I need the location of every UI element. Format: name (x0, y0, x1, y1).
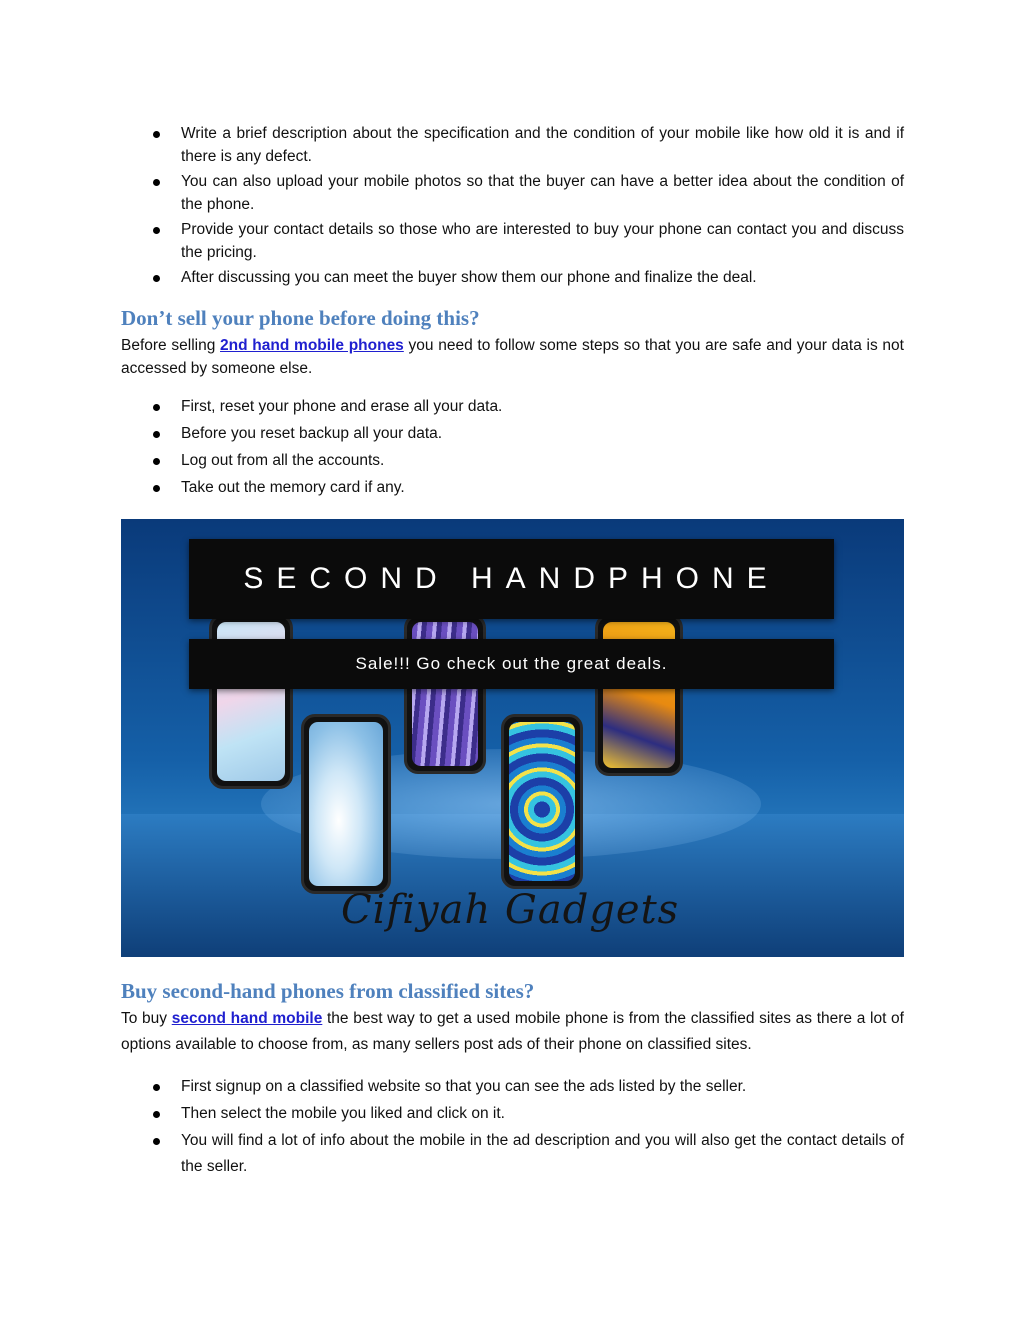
list-item: Take out the memory card if any. (121, 477, 904, 500)
classified-bullet-list (121, 1074, 904, 1181)
intro-bullet-list (121, 123, 904, 290)
bullet-icon (153, 458, 160, 465)
bullet-icon (153, 431, 160, 438)
bullet-icon (153, 1138, 160, 1145)
section-heading: Don’t sell your phone before doing this? (121, 306, 480, 330)
list-item: Before you reset backup all your data. (121, 423, 904, 446)
list-item: After discussing you can meet the buyer show them our phone and finalize the deal. (121, 267, 904, 290)
list-item: Provide your contact details so those who are interested to buy your phone can contact you and discuss the pricing. (121, 219, 904, 264)
bullet-icon (153, 485, 160, 492)
bullet-icon (153, 1084, 160, 1091)
second-hand-mobile-link[interactable]: second hand mobile (171, 1010, 323, 1027)
bullet-icon (153, 1111, 160, 1118)
bullet-icon (153, 275, 160, 282)
promo-image (121, 519, 904, 957)
promo-subtitle-banner: Sale!!! Go check out the great deals. (189, 639, 834, 689)
steps-bullet-list (121, 396, 904, 504)
phone-image (301, 714, 391, 894)
list-item: First signup on a classified website so that you can see the ads listed by the seller. (121, 1074, 904, 1100)
mobile-phones-link[interactable]: 2nd hand mobile phones (220, 337, 404, 354)
phone-image (404, 614, 486, 774)
brand-logo: Cifiyah Gadgets (341, 887, 680, 933)
list-item: You will find a lot of info about the mobile in the ad description and you will also get the contact details of the seller. (121, 1128, 904, 1180)
section-paragraph: To buy second hand mobile the best way to get a used mobile phone is from the classified sites as there a lot of options available to choose from, as many sellers post ads of their phone on classified sites. (121, 1010, 904, 1053)
list-item: Then select the mobile you liked and click on it. (121, 1101, 904, 1127)
list-item: Log out from all the accounts. (121, 450, 904, 473)
promo-title-banner: SECOND HANDPHONE (189, 539, 834, 619)
list-item: First, reset your phone and erase all your data. (121, 396, 904, 419)
section-heading: Buy second-hand phones from classified sites? (121, 979, 535, 1003)
bullet-icon (153, 404, 160, 411)
section-paragraph: Before selling 2nd hand mobile phones you need to follow some steps so that you are safe and your data is not accessed by someone else. (121, 337, 904, 377)
list-item: You can also upload your mobile photos so that the buyer can have a better idea about the condition of the phone. (121, 171, 904, 216)
phone-image (501, 714, 583, 889)
list-item: Write a brief description about the specification and the condition of your mobile like how old it is and if there is any defect. (121, 123, 904, 168)
bullet-icon (153, 179, 160, 186)
bullet-icon (153, 131, 160, 138)
bullet-icon (153, 227, 160, 234)
